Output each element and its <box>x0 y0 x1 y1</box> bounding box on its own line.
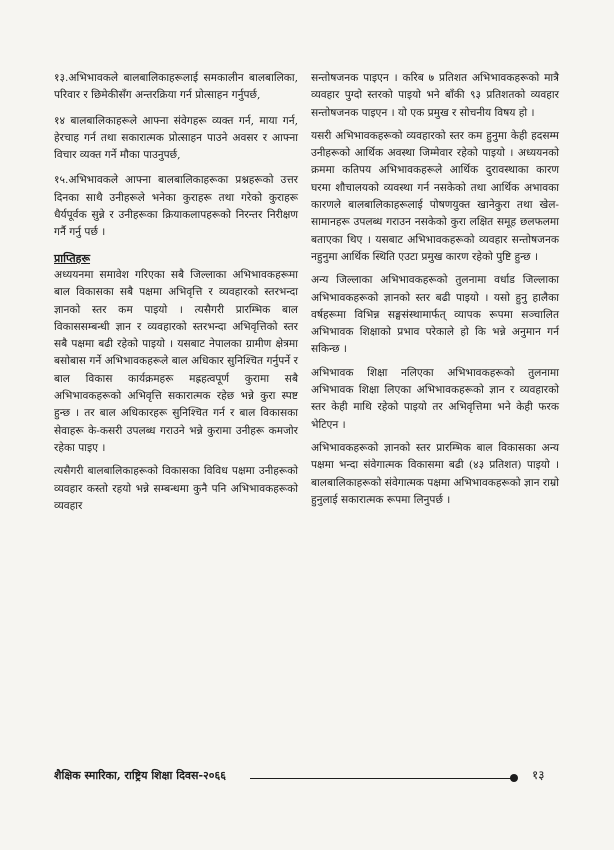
right-column <box>311 70 559 515</box>
list-item: १३.अभिभावकले बालबालिकाहरूलाई समकालीन बालबालिका, परिवार र छिमेकीसँग अन्तरक्रिया गर्न प्रोत्साहन गर्नुपर्छ, <box>54 72 298 102</box>
body-paragraph: सन्तोषजनक पाइएन । करिब ७ प्रतिशत अभिभावकहरूको मात्रै व्यवहार पुग्दो स्तरको पाइयो भने बाँकी ९३ प्रतिशतको व्यवहार सन्तोषजनक पाइएन । यो एक प्रमुख र सोचनीय विषय हो । <box>311 72 559 119</box>
section-heading: प्राप्तिहरू <box>54 251 91 265</box>
footer-bullet-icon <box>510 774 518 782</box>
body-paragraph: अध्ययनमा समावेश गरिएका सबै जिल्लाका अभिभावकहरूमा बाल विकासका सबै पक्षमा अभिवृत्ति र व्यवहारको स्तरभन्दा ज्ञानको स्तर कम पाइयो । त्यसैगरी प्रारम्भिक बाल विकाससम्बन्धी ज्ञान र व्यवहारको स्तरभन्दा अभिवृत्तिको स्तर सबै पक्षमा बढी रहेको पाइयो । यसबाट नेपालका ग्रामीण क्षेत्रमा बसोबास गर्ने अभिभावकहरूले बाल अधिकार सुनिश्चित गर्नुपर्ने र बाल विकास कार्यक्रमहरू मह्रहत्वपूर्ण कुरामा सबै अभिभावकहरूको अभिवृत्ति सकारात्मक रहेछ भन्ने कुरा स्पष्ट हुन्छ । तर बाल अधिकारहरू सुनिश्चित गर्न र बाल विकासका सेवाहरू के-कसरी उपलब्ध गराउने भन्ने कुरामा उनीहरू कमजोर रहेका पाइए । <box>54 268 298 454</box>
list-item: १४ बालबालिकाहरूले आफ्ना संवेगहरू व्यक्त गर्न, माया गर्न, हेरचाह गर्न तथा सकारात्मक प्रोत्साहन पाउने अवसर र आफ्ना विचार व्यक्त गर्ने मौका पाउनुपर्छ, <box>54 114 298 162</box>
body-paragraph: अभिभावकहरूको ज्ञानको स्तर प्रारम्भिक बाल विकासका अन्य पक्षमा भन्दा संवेगात्मक विकासमा बढी (४३ प्रतिशत) पाइयो । बालबालिकाहरूको संवेगात्मक पक्षमा अभिभावकहरूको ज्ञान राम्रो हुनुलाई सकारात्मक रूपमा लिनुपर्छ । <box>311 441 559 506</box>
body-paragraph: अन्य जिल्लाका अभिभावकहरूको तुलनामा वर्धाड जिल्लाका अभिभावकहरूको ज्ञानको स्तर बढी पाइयो । यसो हुनु हालैका वर्षहरूमा विभिन्न सङ्घसंस्थामार्फत् व्यापक रूपमा सञ्चालित अभिभावक शिक्षाको प्रभाव परेकाले हो कि भन्ने अनुमान गर्न सकिन्छ । <box>311 274 559 356</box>
page-number: १३ <box>532 768 545 782</box>
footer-rule <box>250 778 512 779</box>
left-column <box>54 70 298 521</box>
footer-publication-title: शैक्षिक स्मारिका, राष्ट्रिय शिक्षा दिवस-२०६६ <box>54 769 226 782</box>
body-paragraph: यसरी अभिभावकहरूको व्यवहारको स्तर कम हुनुमा केही हदसम्म उनीहरूको आर्थिक अवस्था जिम्मेवार रहेको पाइयो । अध्ययनको क्रममा कतिपय अभिभावकहरूले आर्थिक दुरावस्थाका कारण घरमा शौचालयको व्यवस्था गर्न नसकेको तथा आर्थिक अभावका कारणले बालबालिकाहरूलाई पोषणयुक्त खानेकुरा तथा खेल-सामानहरू उपलब्ध गराउन नसकेको कुरा लक्षित समूह छलफलमा बताएका थिए । यसबाट अभिभावकहरूको व्यवहार सन्तोषजनक नहुनुमा आर्थिक स्थिति एउटा प्रमुख कारण रहेको पुष्टि हुन्छ । <box>311 129 559 263</box>
body-paragraph: अभिभावक शिक्षा नलिएका अभिभावकहरूको तुलनामा अभिभावक शिक्षा लिएका अभिभावकहरूको ज्ञान र व्यवहारको स्तर केही माथि रहेको पाइयो तर अभिवृत्तिमा भने केही फरक भेटिएन । <box>311 366 559 431</box>
list-item: १५.अभिभावकले आफ्ना बालबालिकाहरूका प्रश्नहरूको उत्तर दिनका साथै उनीहरूले भनेका कुराहरू तथा गरेको कुराहरू धैर्यपूर्वक सुन्ने र उनीहरूका क्रियाकलापहरूको निरन्तर निरीक्षण गर्नै गर्नु पर्छ । <box>54 174 298 239</box>
body-paragraph: त्यसैगरी बालबालिकाहरूको विकासका विविध पक्षमा उनीहरूको व्यवहार कस्तो रहयो भन्ने सम्बन्धमा कुनै पनि अभिभावकहरूको व्यवहार <box>54 465 298 512</box>
